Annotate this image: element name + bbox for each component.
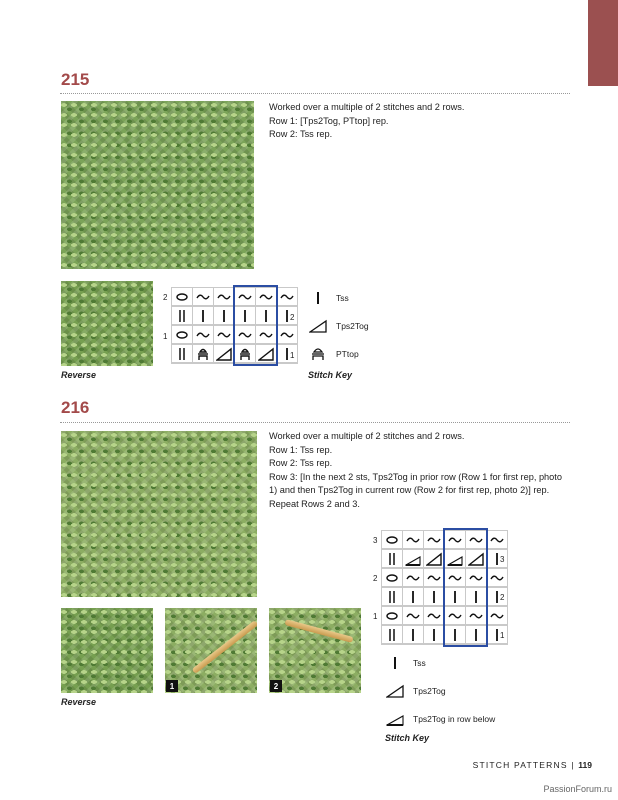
pattern-number-215: 215 — [61, 70, 90, 89]
pattern-216-reverse-photo — [61, 608, 153, 693]
chart-cell — [424, 531, 444, 548]
tss-icon — [308, 290, 328, 306]
key-label: Tss — [336, 293, 349, 303]
page-footer — [473, 760, 592, 770]
chart-cell — [214, 345, 234, 362]
chart-cell — [214, 307, 234, 324]
tps2tog-below-icon — [385, 711, 405, 727]
chart-cell — [487, 569, 507, 586]
chart-cell — [277, 326, 297, 343]
key-label: PTtop — [336, 349, 359, 359]
pattern-215-instructions — [269, 101, 569, 142]
key-item-pttop — [308, 346, 359, 362]
row-number: 1 — [500, 631, 505, 640]
chart-cell — [424, 607, 444, 624]
chart-cell — [487, 607, 507, 624]
reverse-label: Reverse — [61, 370, 97, 380]
chapter-tab — [588, 0, 618, 86]
pttop-icon — [308, 346, 328, 362]
chart-cell — [403, 569, 423, 586]
chart-cell — [424, 569, 444, 586]
crochet-hook — [192, 620, 257, 674]
instruction-line: Row 1: Tss rep. — [269, 444, 333, 455]
repeat-box — [233, 285, 278, 366]
chart-cell — [382, 531, 402, 548]
chart-cell — [487, 531, 507, 548]
key-item-tps2tog-below — [385, 711, 495, 727]
key-label: Tps2Tog — [336, 321, 369, 331]
pattern-number-216: 216 — [61, 398, 90, 417]
page-number: 119 — [578, 760, 592, 770]
row-number: 2 — [373, 574, 378, 583]
chart-cell — [382, 588, 402, 605]
row-number: 1 — [373, 612, 378, 621]
instruction-line: Row 2: Tss rep. — [269, 129, 333, 140]
photo-badge: 2 — [270, 680, 282, 692]
key-item-tps2tog — [308, 318, 369, 334]
row-number: 1 — [163, 332, 168, 341]
chart-cell — [382, 569, 402, 586]
tps2tog-icon — [385, 683, 405, 699]
chart-cell — [172, 345, 192, 362]
chart-cell — [424, 550, 444, 567]
instruction-line: Row 3: [In the next 2 sts, Tps2Tog in prior row (Row 1 for first rep, photo 1) and then Tps2Tog in current row (Row 2 for first rep, photo 2)] rep. — [269, 471, 562, 496]
watermark: PassionForum.ru — [543, 784, 612, 794]
crochet-hook — [284, 619, 353, 643]
chart-cell — [214, 288, 234, 305]
step-photo-2 — [269, 608, 361, 693]
instruction-line: Worked over a multiple of 2 stitches and 2 rows. — [269, 102, 465, 112]
chart-cell — [193, 307, 213, 324]
key-label: Tss — [413, 658, 426, 668]
step-photo-1 — [165, 608, 257, 693]
instruction-line: Row 2: Tss rep. — [269, 458, 333, 469]
chart-cell — [382, 626, 402, 643]
row-number: 3 — [500, 555, 505, 564]
chart-cell — [424, 588, 444, 605]
chart-cell — [403, 550, 423, 567]
footer-section: STITCH PATTERNS — [472, 760, 568, 770]
chart-cell — [193, 326, 213, 343]
key-item-tss — [385, 655, 426, 671]
instruction-line: Row 1: [Tps2Tog, PTtop] rep. — [269, 115, 389, 126]
divider — [60, 93, 570, 94]
stitch-key-label: Stitch Key — [385, 733, 430, 743]
tss-icon — [385, 655, 405, 671]
pattern-215-photo — [61, 101, 254, 269]
reverse-label: Reverse — [61, 697, 97, 707]
photo-badge: 1 — [166, 680, 178, 692]
row-number: 2 — [500, 593, 505, 602]
chart-cell — [403, 531, 423, 548]
footer-separator: | — [571, 760, 575, 770]
key-item-tss — [308, 290, 349, 306]
row-number: 3 — [373, 536, 378, 545]
row-number: 2 — [290, 313, 295, 322]
chart-cell — [277, 288, 297, 305]
chart-cell — [424, 626, 444, 643]
instruction-line: Worked over a multiple of 2 stitches and 2 rows. — [269, 431, 465, 441]
chart-cell — [403, 607, 423, 624]
chart-cell — [403, 588, 423, 605]
chart-cell — [172, 326, 192, 343]
chart-cell — [214, 326, 234, 343]
chart-cell — [193, 345, 213, 362]
row-number: 2 — [163, 293, 168, 302]
pattern-216-instructions — [269, 430, 572, 512]
tps2tog-icon — [308, 318, 328, 334]
divider — [60, 422, 570, 423]
pattern-216-photo — [61, 431, 257, 597]
chart-cell — [172, 307, 192, 324]
row-number: 1 — [290, 351, 295, 360]
key-label: Tps2Tog in row below — [413, 714, 496, 724]
chart-cell — [382, 550, 402, 567]
instruction-line: Repeat Rows 2 and 3. — [269, 498, 360, 509]
key-label: Tps2Tog — [413, 686, 446, 696]
chart-cell — [193, 288, 213, 305]
stitch-key-label: Stitch Key — [308, 370, 353, 380]
chart-cell — [172, 288, 192, 305]
chart-cell — [382, 607, 402, 624]
repeat-box — [443, 528, 488, 647]
key-item-tps2tog — [385, 683, 446, 699]
pattern-215-reverse-photo — [61, 281, 153, 366]
chart-cell — [403, 626, 423, 643]
